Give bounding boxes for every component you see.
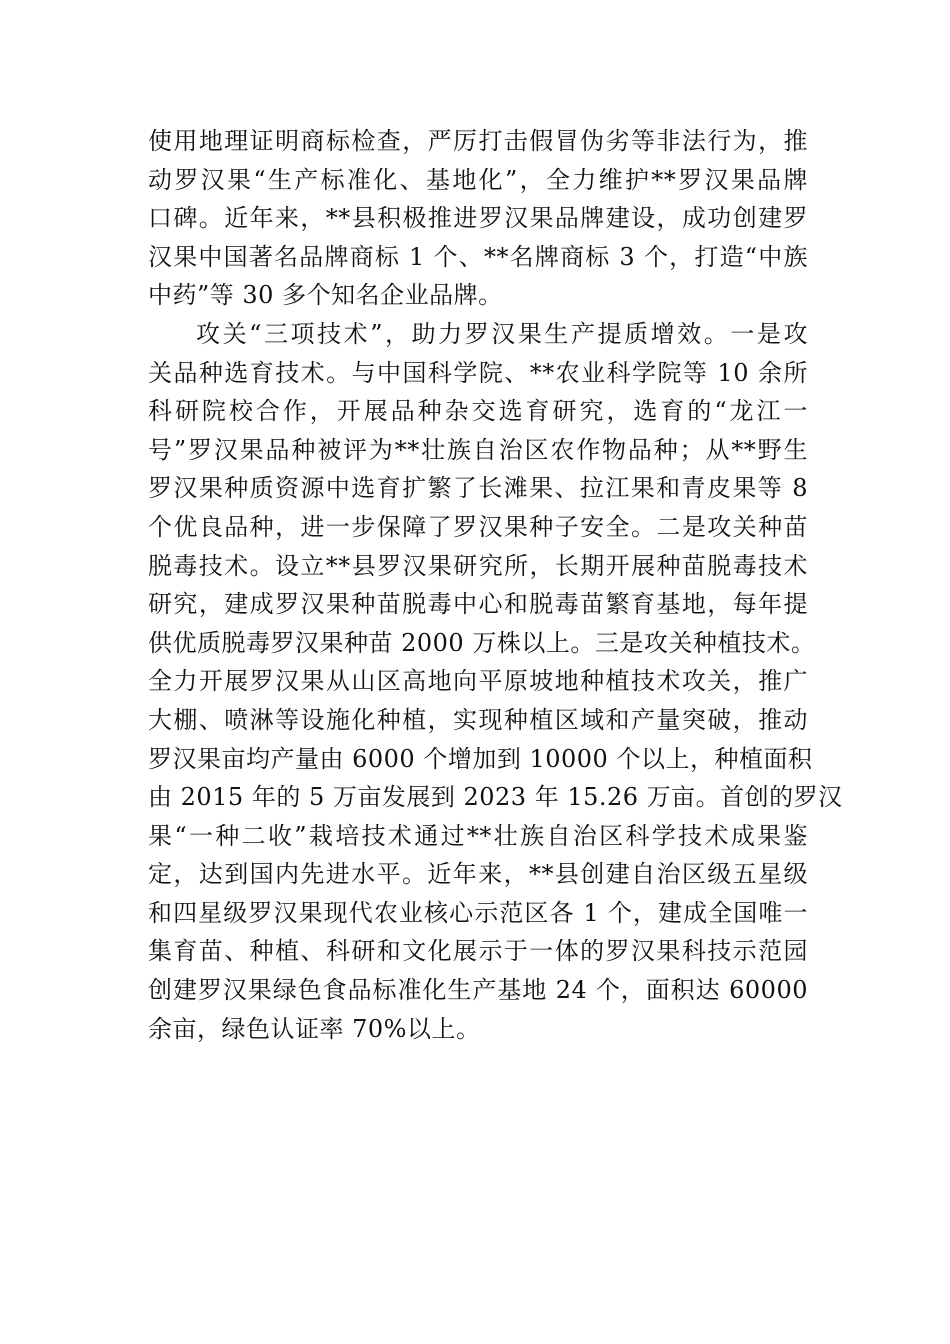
text-line: 由 2015 年的 5 万亩发展到 2023 年 15.26 万亩。首创的罗汉	[148, 783, 843, 812]
text-line: 和四星级罗汉果现代农业核心示范区各 1 个，建成全国唯一	[148, 898, 808, 927]
text-line: 号”罗汉果品种被评为**壮族自治区农作物品种；从**野生	[148, 435, 808, 464]
text-line: 定，达到国内先进水平。近年来，**县创建自治区级五星级	[148, 860, 808, 889]
text-line: 供优质脱毒罗汉果种苗 2000 万株以上。三是攻关种植技术。	[148, 628, 816, 657]
text-line: 全力开展罗汉果从山区高地向平原坡地种植技术攻关，推广	[148, 667, 808, 696]
text-line: 创建罗汉果绿色食品标准化生产基地 24 个，面积达 60000	[148, 976, 808, 1005]
text-line: 动罗汉果“生产标准化、基地化”，全力维护**罗汉果品牌	[148, 165, 808, 194]
text-line: 关品种选育技术。与中国科学院、**农业科学院等 10 余所	[148, 358, 808, 387]
text-line: 口碑。近年来，**县积极推进罗汉果品牌建设，成功创建罗	[148, 204, 808, 233]
text-line: 个优良品种，进一步保障了罗汉果种子安全。二是攻关种苗	[148, 512, 808, 541]
text-line: 脱毒技术。设立**县罗汉果研究所，长期开展种苗脱毒技术	[148, 551, 808, 580]
text-line: 攻关“三项技术”，助力罗汉果生产提质增效。一是攻	[196, 319, 808, 348]
text-line: 科研院校合作，开展品种杂交选育研究，选育的“龙江一	[148, 397, 808, 426]
text-line: 汉果中国著名品牌商标 1 个、**名牌商标 3 个，打造“中族	[148, 242, 808, 271]
text-line: 果“一种二收”栽培技术通过**壮族自治区科学技术成果鉴	[148, 821, 808, 850]
document-body	[148, 122, 843, 1048]
text-line: 使用地理证明商标检查，严厉打击假冒伪劣等非法行为，推	[148, 127, 808, 155]
text-line: 余亩，绿色认证率 70%以上。	[148, 1014, 481, 1043]
text-line: 中药”等 30 多个知名企业品牌。	[148, 281, 503, 310]
paragraph	[148, 122, 808, 315]
text-line: 罗汉果种质资源中选育扩繁了长滩果、拉江果和青皮果等 8	[148, 474, 808, 503]
paragraph	[148, 315, 843, 1048]
text-line: 罗汉果亩均产量由 6000 个增加到 10000 个以上，种植面积	[148, 744, 813, 773]
text-line: 集育苗、种植、科研和文化展示于一体的罗汉果科技示范园	[148, 937, 808, 966]
text-line: 研究，建成罗汉果种苗脱毒中心和脱毒苗繁育基地，每年提	[148, 590, 808, 619]
text-line: 大棚、喷淋等设施化种植，实现种植区域和产量突破，推动	[148, 705, 808, 734]
